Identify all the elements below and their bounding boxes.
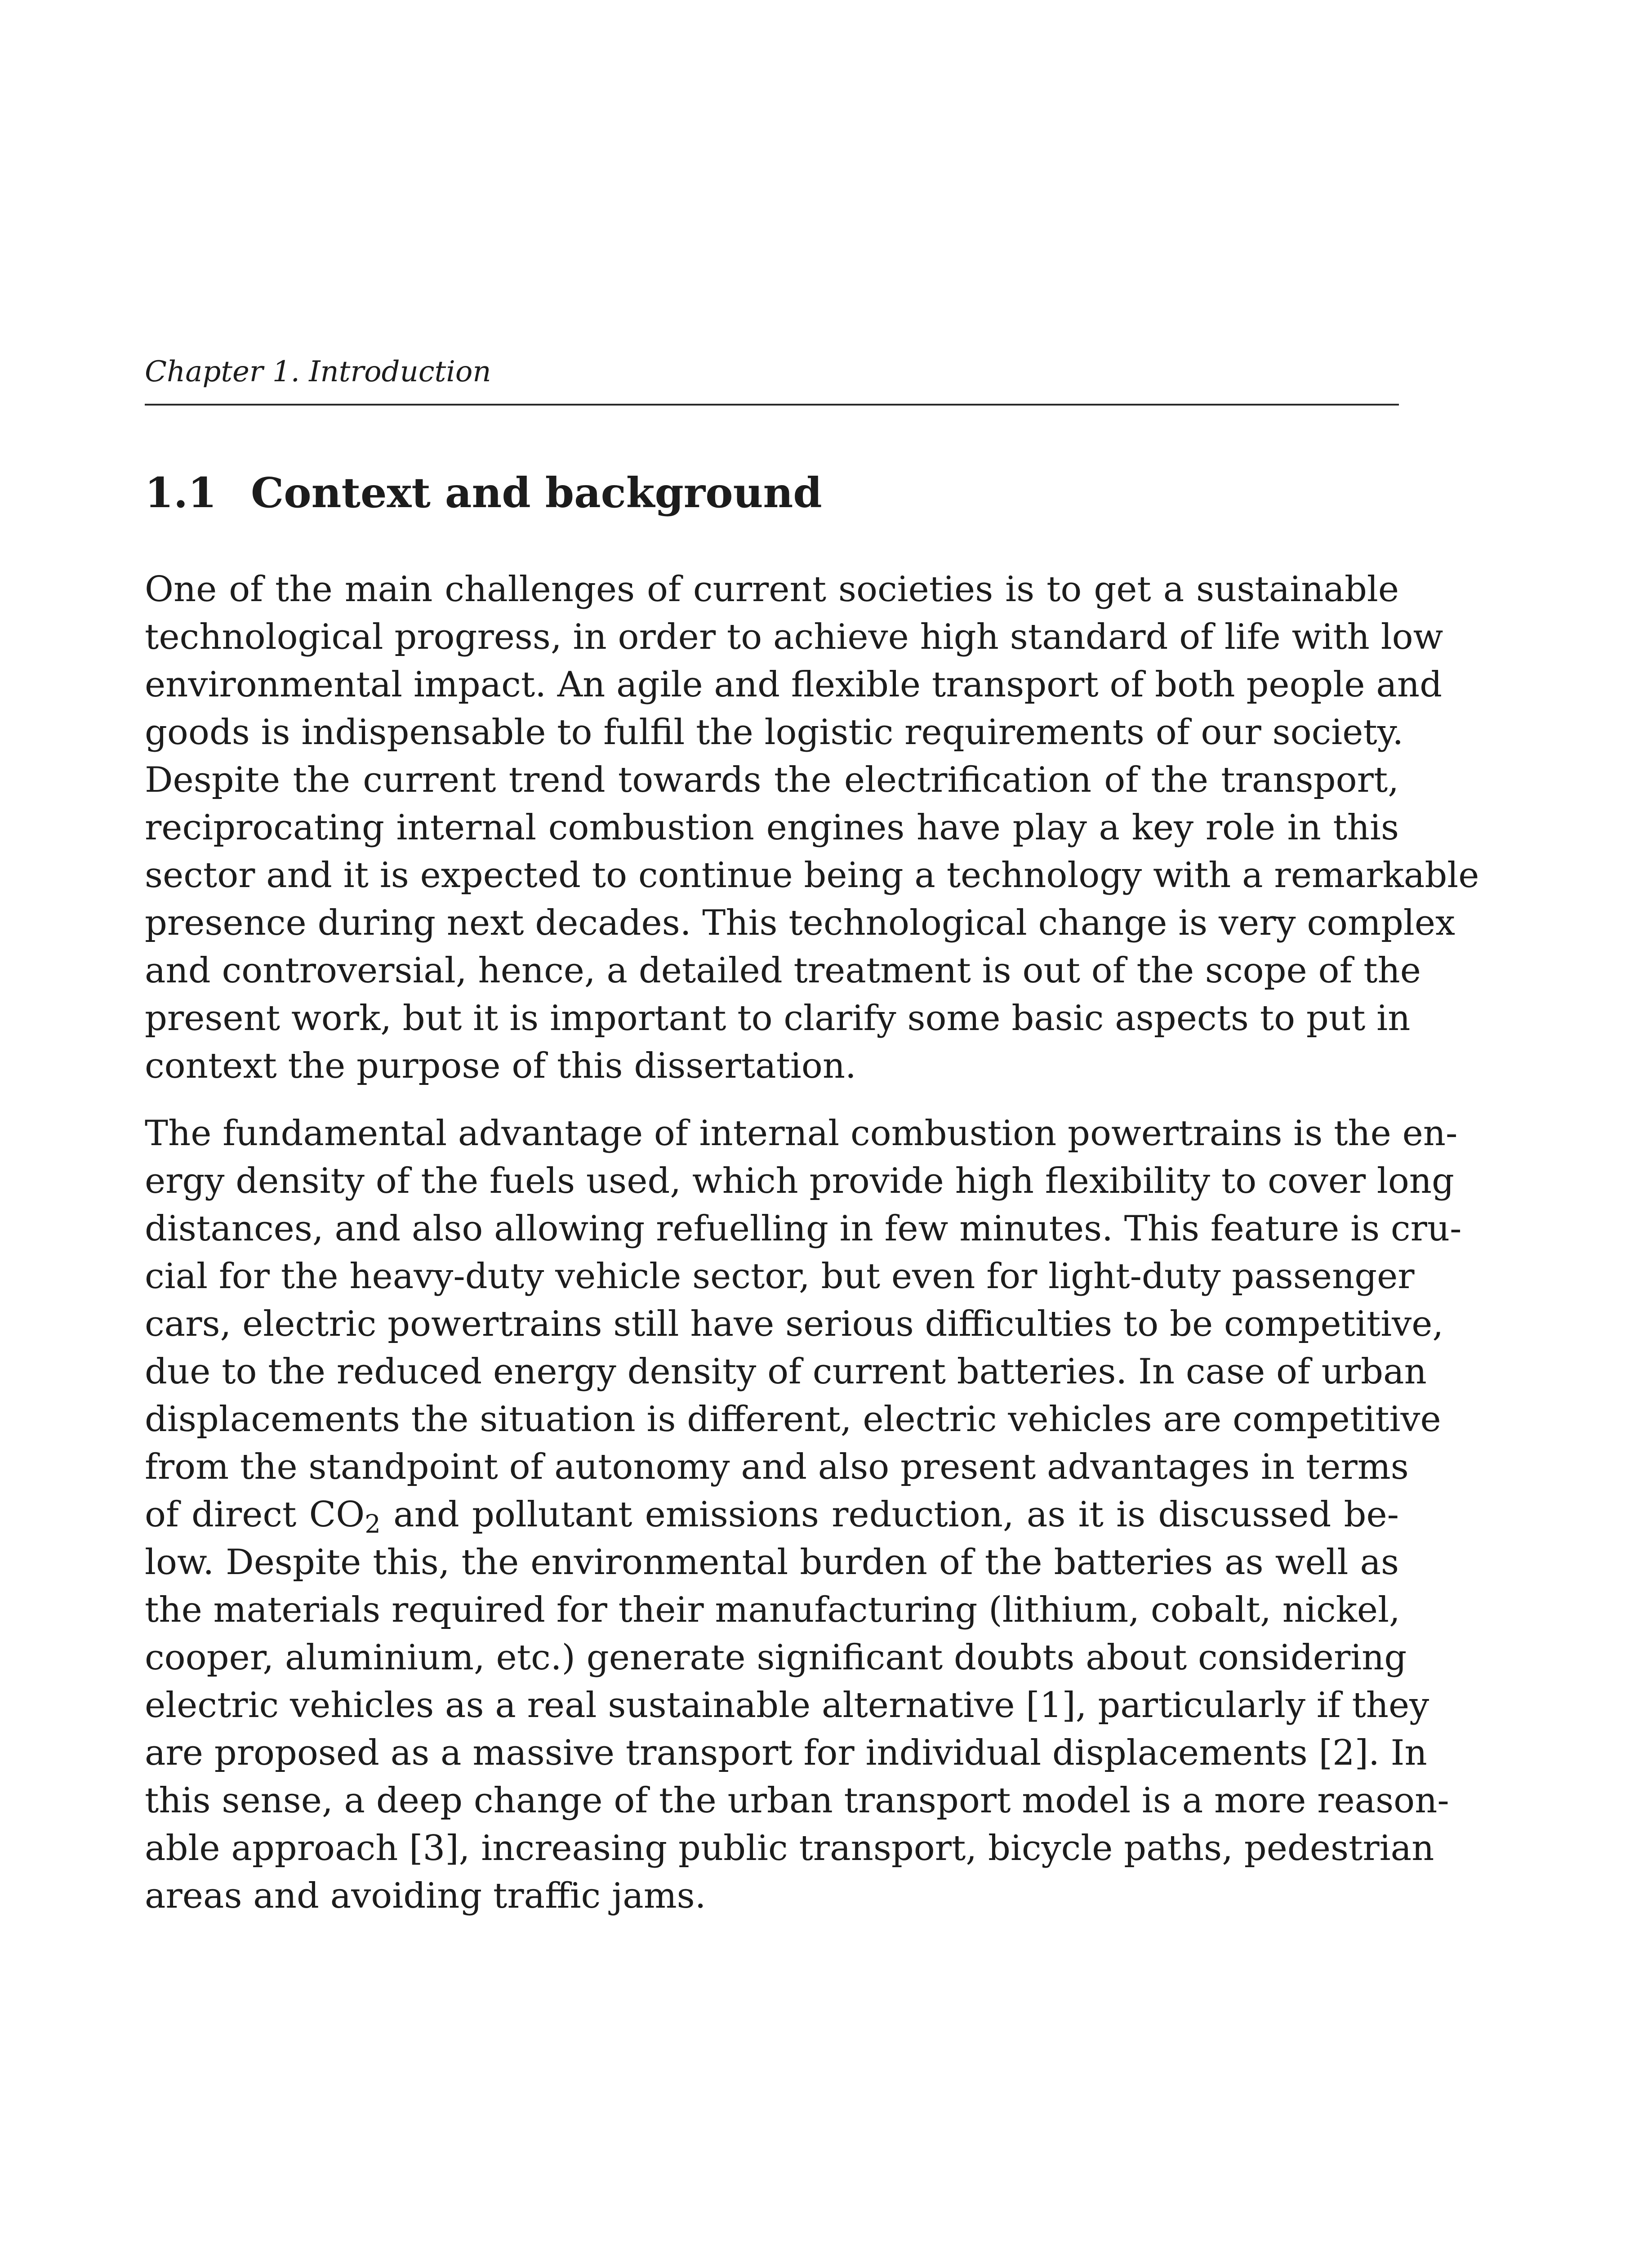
text-line: sector and it is expected to continue being a technology with a remarkable bbox=[145, 855, 1479, 896]
text-line: are proposed as a massive transport for individual displacements [2]. In bbox=[145, 1733, 1427, 1773]
text-line: technological progress, in order to achieve high standard of life with low bbox=[145, 617, 1443, 657]
text-line: the materials required for their manufacturing (lithium, cobalt, nickel, bbox=[145, 1590, 1400, 1630]
text-line: displacements the situation is different, electric vehicles are competitive bbox=[145, 1399, 1441, 1440]
paragraph-1 bbox=[145, 566, 1479, 1090]
section-title: Context and background bbox=[251, 468, 822, 517]
section-heading bbox=[145, 468, 822, 517]
text-line: this sense, a deep change of the urban transport model is a more reason- bbox=[145, 1780, 1449, 1821]
text-line: presence during next decades. This technological change is very complex bbox=[145, 903, 1455, 943]
subscript: 2 bbox=[365, 1510, 381, 1539]
text-line: areas and avoiding traffic jams. bbox=[145, 1876, 706, 1916]
text-line: due to the reduced energy density of current batteries. In case of urban bbox=[145, 1351, 1427, 1392]
running-head: Chapter 1. Introduction bbox=[145, 355, 491, 388]
text-line: reciprocating internal combustion engines have play a key role in this bbox=[145, 807, 1399, 848]
text-line: able approach [3], increasing public transport, bicycle paths, pedestrian bbox=[145, 1828, 1434, 1869]
text-line: Despite the current trend towards the electrification of the transport, bbox=[145, 760, 1399, 800]
text-line: cial for the heavy-duty vehicle sector, but even for light-duty passenger bbox=[145, 1256, 1415, 1297]
text-line: One of the main challenges of current societies is to get a sustainable bbox=[145, 569, 1399, 610]
text-line: present work, but it is important to clarify some basic aspects to put in bbox=[145, 998, 1411, 1039]
text-line: and controversial, hence, a detailed treatment is out of the scope of the bbox=[145, 950, 1421, 991]
text-line: from the standpoint of autonomy and also present advantages in terms bbox=[145, 1447, 1409, 1487]
text-line: cars, electric powertrains still have serious difficulties to be competitive, bbox=[145, 1304, 1444, 1344]
text-line: goods is indispensable to fulfil the logistic requirements of our society. bbox=[145, 712, 1404, 753]
section-number: 1.1 bbox=[145, 468, 217, 517]
text-line: The fundamental advantage of internal combustion powertrains is the en- bbox=[145, 1113, 1458, 1154]
text-line: ergy density of the fuels used, which provide high flexibility to cover long bbox=[145, 1161, 1454, 1201]
text-line: environmental impact. An agile and flexible transport of both people and bbox=[145, 665, 1442, 705]
text-line: low. Despite this, the environmental burden of the batteries as well as bbox=[145, 1542, 1399, 1583]
text-line-with-subscript bbox=[145, 1491, 1399, 1539]
paragraph-2 bbox=[145, 1110, 1462, 1920]
text-segment: and pollutant emissions reduction, as it is discussed be- bbox=[380, 1494, 1399, 1535]
header-rule bbox=[145, 404, 1399, 406]
text-line: distances, and also allowing refuelling in few minutes. This feature is cru- bbox=[145, 1209, 1462, 1249]
text-line: context the purpose of this dissertation. bbox=[145, 1046, 856, 1086]
text-line: cooper, aluminium, etc.) generate significant doubts about considering bbox=[145, 1637, 1407, 1678]
text-line: electric vehicles as a real sustainable alternative [1], particularly if they bbox=[145, 1685, 1429, 1726]
text-segment: of direct CO bbox=[145, 1494, 365, 1535]
